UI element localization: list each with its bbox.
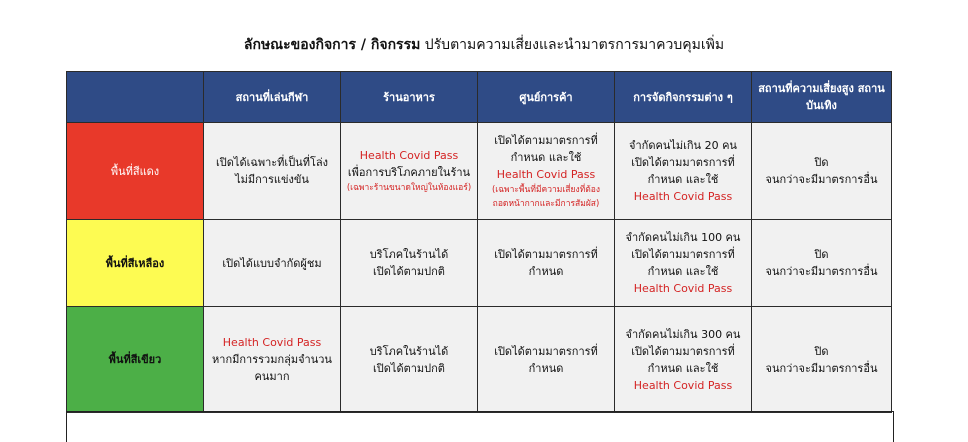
cell-line: จนกว่าจะมีมาตรการอื่น (765, 361, 878, 375)
green-events-cell (615, 307, 752, 413)
cell-line: เปิดได้ตามมาตรการที่ (631, 248, 735, 261)
cell-line: คนมาก (254, 370, 290, 383)
cell-line: จนกว่าจะมีมาตรการอื่น (765, 265, 878, 278)
red-high-risk-cell (752, 123, 892, 220)
header-mall: ศูนย์การค้า (478, 72, 615, 123)
cell-note: ถอดหน้ากากและมีการสัมผัส) (492, 198, 600, 209)
cell-line: จนกว่าจะมีมาตรการอื่น (765, 173, 878, 186)
yellow-events-cell (615, 220, 752, 307)
cell-line: เปิดได้ตามมาตรการที่ (494, 248, 598, 261)
zone-green-label: พื้นที่สีเขียว (67, 307, 204, 413)
cell-note: (เฉพาะร้านขนาดใหญ่ในห้องแอร์) (346, 183, 472, 193)
cell-line: กำหนด และใช้ (510, 150, 582, 164)
red-events-cell (615, 123, 752, 220)
header-corner (67, 72, 204, 123)
header-high-risk: สถานที่ความเสี่ยงสูง สถานบันเทิง (752, 72, 892, 123)
header-restaurant: ร้านอาหาร (341, 72, 478, 123)
health-pass-text: Health Covid Pass (633, 190, 733, 203)
red-restaurant-cell (341, 123, 478, 220)
cell-line: เปิดได้ตามปกติ (373, 265, 445, 278)
health-pass-text: Health Covid Pass (496, 167, 596, 181)
health-pass-text: Health Covid Pass (222, 336, 322, 349)
row-red-zone (67, 123, 892, 220)
header-events: การจัดกิจกรรมต่าง ๆ (615, 72, 752, 123)
cell-line: เปิดได้ตามมาตรการที่ (494, 344, 598, 358)
yellow-mall-cell (478, 220, 615, 307)
cell-line: กำหนด และใช้ (647, 265, 719, 278)
cell-line: ปิด (814, 156, 829, 169)
cell-line: ไม่มีการแข่งขัน (235, 173, 309, 186)
header-sports: สถานที่เล่นกีฬา (204, 72, 341, 123)
cell-line: เปิดได้เฉพาะที่เป็นที่โล่ง (216, 156, 328, 169)
zone-yellow-label: พื้นที่สีเหลือง (67, 220, 204, 307)
cell-line: เปิดได้ตามปกติ (373, 361, 445, 375)
measures-table (66, 71, 892, 413)
cell-line: กำหนด (528, 361, 564, 375)
health-pass-text: Health Covid Pass (633, 282, 733, 295)
cell-line: กำหนด และใช้ (647, 361, 719, 375)
cell-line: กำหนด (528, 265, 564, 278)
cell-line: เพื่อการบริโภคภายในร้าน (347, 166, 471, 179)
green-restaurant-cell (341, 307, 478, 413)
green-mall-cell (478, 307, 615, 413)
red-mall-cell (478, 123, 615, 220)
cell-line: ปิด (814, 248, 829, 261)
health-pass-text: Health Covid Pass (633, 378, 733, 392)
red-sports-cell (204, 123, 341, 220)
cell-line: เปิดได้แบบจำกัดผู้ชม (222, 256, 322, 270)
health-pass-text: Health Covid Pass (359, 149, 459, 162)
cell-note: (เฉพาะพื้นที่มีความเสี่ยงที่ต้อง (491, 184, 600, 195)
cell-line: จำกัดคนไม่เกิน 20 คน (629, 139, 737, 152)
green-high-risk-cell (752, 307, 892, 413)
page-title (0, 34, 968, 56)
title-bold: ลักษณะของกิจการ / กิจกรรม (243, 37, 421, 53)
cell-line: เปิดได้ตามมาตรการที่ (631, 156, 735, 169)
yellow-restaurant-cell (341, 220, 478, 307)
title-rest: ปรับตามความเสี่ยงและนำมาตรการมาควบคุมเพิ่ม (420, 37, 725, 53)
cell-line: ปิด (814, 344, 829, 358)
green-sports-cell (204, 307, 341, 413)
cell-line: บริโภคในร้านได้ (369, 344, 449, 358)
yellow-sports-cell (204, 220, 341, 307)
cell-line: บริโภคในร้านได้ (369, 248, 449, 261)
cell-line: หากมีการรวมกลุ่มจำนวน (212, 353, 332, 366)
cell-line: กำหนด และใช้ (647, 173, 719, 186)
cell-line: เปิดได้ตามมาตรการที่ (494, 133, 598, 147)
row-yellow-zone (67, 220, 892, 307)
row-green-zone (67, 307, 892, 413)
cell-line: จำกัดคนไม่เกิน 100 คน (625, 231, 741, 244)
header-row (67, 72, 892, 123)
yellow-high-risk-cell (752, 220, 892, 307)
zone-red-label: พื้นที่สีแดง (67, 123, 204, 220)
cell-line: เปิดได้ตามมาตรการที่ (631, 344, 735, 358)
cell-line: จำกัดคนไม่เกิน 300 คน (625, 327, 741, 341)
empty-box (66, 411, 894, 442)
